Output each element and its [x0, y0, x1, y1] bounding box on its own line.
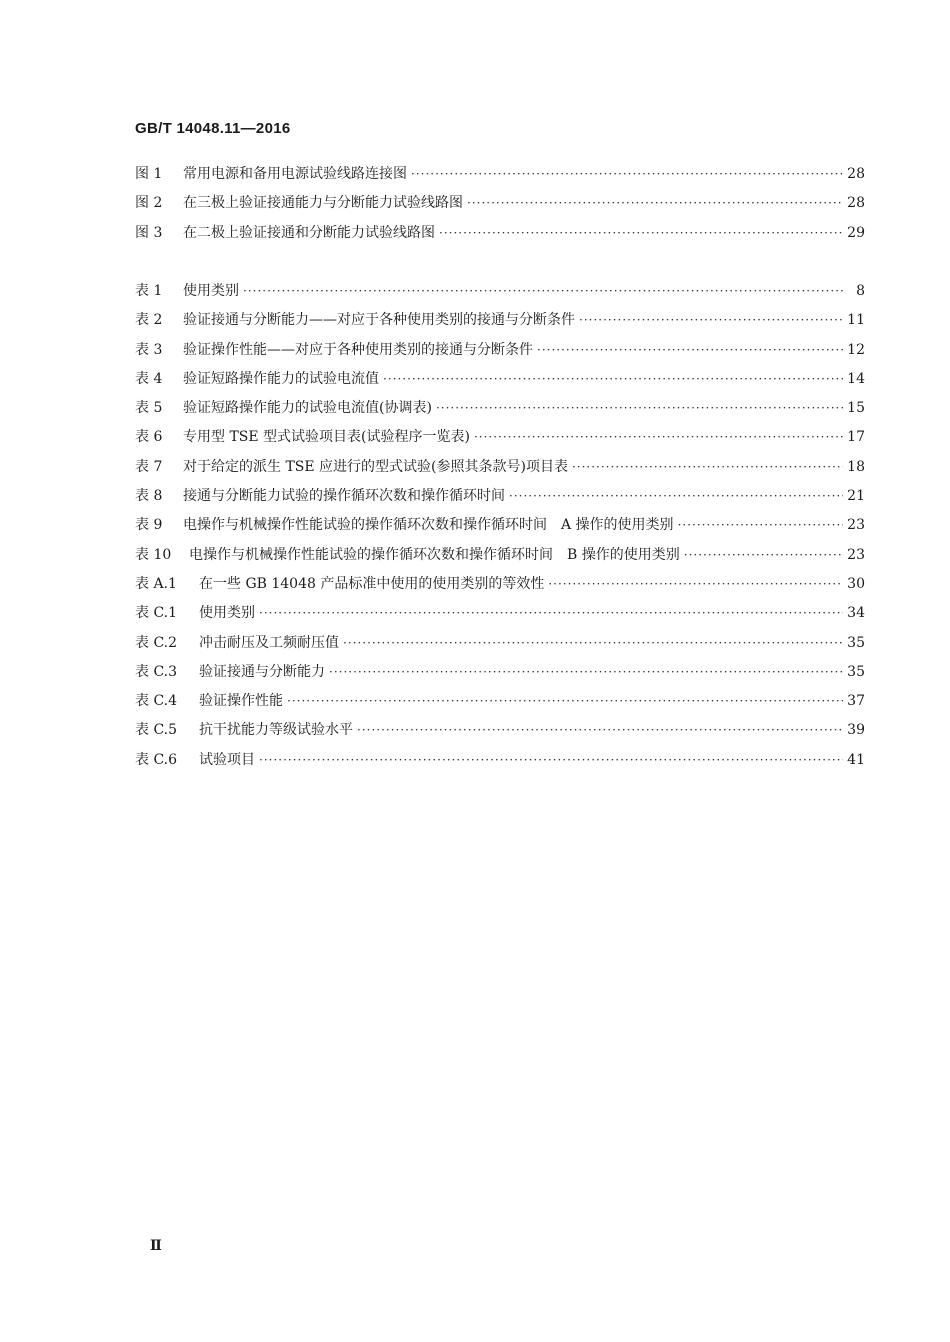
toc-entry-table-c1[interactable] — [135, 602, 865, 631]
entry-label: 表 A.1 — [135, 575, 177, 592]
toc-entry-table-9[interactable] — [135, 514, 865, 543]
dot-leader — [439, 222, 843, 244]
entry-title: 抗干扰能力等级试验水平 — [199, 722, 353, 739]
dot-leader — [579, 309, 843, 331]
entry-title: 验证短路操作能力的试验电流值 — [183, 370, 379, 387]
dot-leader — [343, 632, 843, 654]
entry-title: 在二极上验证接通和分断能力试验线路图 — [183, 224, 435, 241]
toc-entry-table-7[interactable] — [135, 456, 865, 485]
toc-entry-table-6[interactable] — [135, 426, 865, 455]
entry-page: 34 — [847, 605, 865, 622]
toc-entry-table-3[interactable] — [135, 339, 865, 368]
entry-page: 28 — [847, 166, 865, 182]
entry-page: 17 — [847, 429, 865, 446]
dot-leader — [684, 544, 843, 566]
entry-title: 使用类别 — [199, 605, 255, 622]
dot-leader — [467, 192, 843, 214]
entry-page: 37 — [847, 693, 865, 710]
toc-entry-table-2[interactable] — [135, 309, 865, 338]
entry-label: 表 6 — [135, 429, 163, 446]
entry-label: 表 C.2 — [135, 634, 178, 651]
entry-label: 表 9 — [135, 517, 163, 534]
entry-page: 35 — [847, 663, 865, 680]
dot-leader — [537, 339, 843, 361]
entry-title: 在一些 GB 14048 产品标准中使用的使用类别的等效性 — [199, 575, 545, 592]
entry-title: 专用型 TSE 型式试验项目表(试验程序一览表) — [183, 429, 470, 446]
entry-page: 39 — [847, 722, 865, 739]
toc-entry-table-4[interactable] — [135, 368, 865, 397]
entry-title: 在三极上验证接通能力与分断能力试验线路图 — [183, 195, 463, 212]
dot-leader — [243, 280, 843, 302]
entry-label: 表 3 — [135, 341, 163, 358]
dot-leader — [357, 719, 843, 741]
dot-leader — [259, 602, 843, 624]
toc-entry-table-c4[interactable] — [135, 690, 865, 719]
entry-title: 验证操作性能 — [199, 693, 283, 710]
page-number: Ⅱ — [150, 1238, 162, 1254]
entry-label: 表 1 — [135, 283, 163, 299]
entry-page: 30 — [847, 575, 865, 592]
table-list — [135, 280, 865, 778]
toc-entry-table-c2[interactable] — [135, 632, 865, 661]
entry-page: 23 — [847, 546, 865, 563]
entry-page: 12 — [847, 341, 865, 358]
entry-title: 试验项目 — [199, 751, 255, 768]
entry-page: 18 — [847, 458, 865, 475]
entry-page: 15 — [847, 400, 865, 417]
toc-entry-table-8[interactable] — [135, 485, 865, 514]
entry-title: 接通与分断能力试验的操作循环次数和操作循环时间 — [183, 488, 505, 505]
entry-title: 冲击耐压及工频耐压值 — [199, 634, 339, 651]
toc-entry-table-5[interactable] — [135, 397, 865, 426]
entry-title: 验证操作性能——对应于各种使用类别的接通与分断条件 — [183, 341, 533, 358]
entry-label: 表 2 — [135, 312, 163, 329]
entry-label: 表 4 — [135, 370, 163, 387]
toc-entry-figure-2[interactable] — [135, 192, 865, 221]
toc-entry-table-c6[interactable] — [135, 749, 865, 778]
entry-label: 表 C.5 — [135, 722, 178, 739]
entry-title: 使用类别 — [183, 283, 239, 299]
toc-entry-table-c3[interactable] — [135, 661, 865, 690]
entry-label: 表 C.1 — [135, 605, 178, 622]
entry-label: 表 5 — [135, 400, 163, 417]
toc-entry-table-a1[interactable] — [135, 573, 865, 602]
entry-page: 23 — [847, 517, 865, 534]
entry-label: 表 C.3 — [135, 663, 178, 680]
toc-entry-table-c5[interactable] — [135, 719, 865, 748]
entry-label: 图 3 — [135, 224, 163, 241]
dot-leader — [411, 163, 843, 185]
entry-title: 电操作与机械操作性能试验的操作循环次数和操作循环时间 B 操作的使用类别 — [189, 546, 680, 563]
entry-page: 21 — [847, 488, 865, 505]
entry-page: 35 — [847, 634, 865, 651]
entry-page: 41 — [847, 751, 865, 768]
entry-label: 表 8 — [135, 488, 163, 505]
entry-label: 表 C.6 — [135, 751, 178, 768]
dot-leader — [474, 426, 843, 448]
entry-label: 图 2 — [135, 195, 163, 212]
entry-label: 图 1 — [135, 166, 163, 182]
dot-leader — [509, 485, 843, 507]
entry-title: 对于给定的派生 TSE 应进行的型式试验(参照其条款号)项目表 — [183, 458, 568, 475]
entry-page: 8 — [856, 283, 865, 299]
dot-leader — [572, 456, 843, 478]
standard-code: GB/T 14048.11—2016 — [135, 120, 291, 137]
dot-leader — [329, 661, 843, 683]
entry-page: 29 — [847, 224, 865, 241]
dot-leader — [436, 397, 843, 419]
toc-entry-figure-3[interactable] — [135, 222, 865, 251]
entry-page: 11 — [847, 312, 865, 329]
toc-entry-table-1[interactable] — [135, 280, 865, 309]
dot-leader — [678, 514, 843, 536]
entry-label: 表 10 — [135, 546, 172, 563]
entry-label: 表 C.4 — [135, 693, 178, 710]
dot-leader — [287, 690, 843, 712]
entry-label: 表 7 — [135, 458, 163, 475]
entry-page: 28 — [847, 195, 865, 212]
toc-entry-figure-1[interactable] — [135, 163, 865, 192]
entry-title: 验证短路操作能力的试验电流值(协调表) — [183, 400, 432, 417]
dot-leader — [383, 368, 843, 390]
toc-entry-table-10[interactable] — [135, 544, 865, 573]
entry-title: 验证接通与分断能力 — [199, 663, 325, 680]
entry-title: 常用电源和备用电源试验线路连接图 — [183, 166, 407, 182]
dot-leader — [259, 749, 843, 771]
dot-leader — [548, 573, 843, 595]
entry-page: 14 — [847, 370, 865, 387]
entry-title: 电操作与机械操作性能试验的操作循环次数和操作循环时间 A 操作的使用类别 — [183, 517, 674, 534]
entry-title: 验证接通与分断能力——对应于各种使用类别的接通与分断条件 — [183, 312, 575, 329]
figure-list — [135, 163, 865, 251]
